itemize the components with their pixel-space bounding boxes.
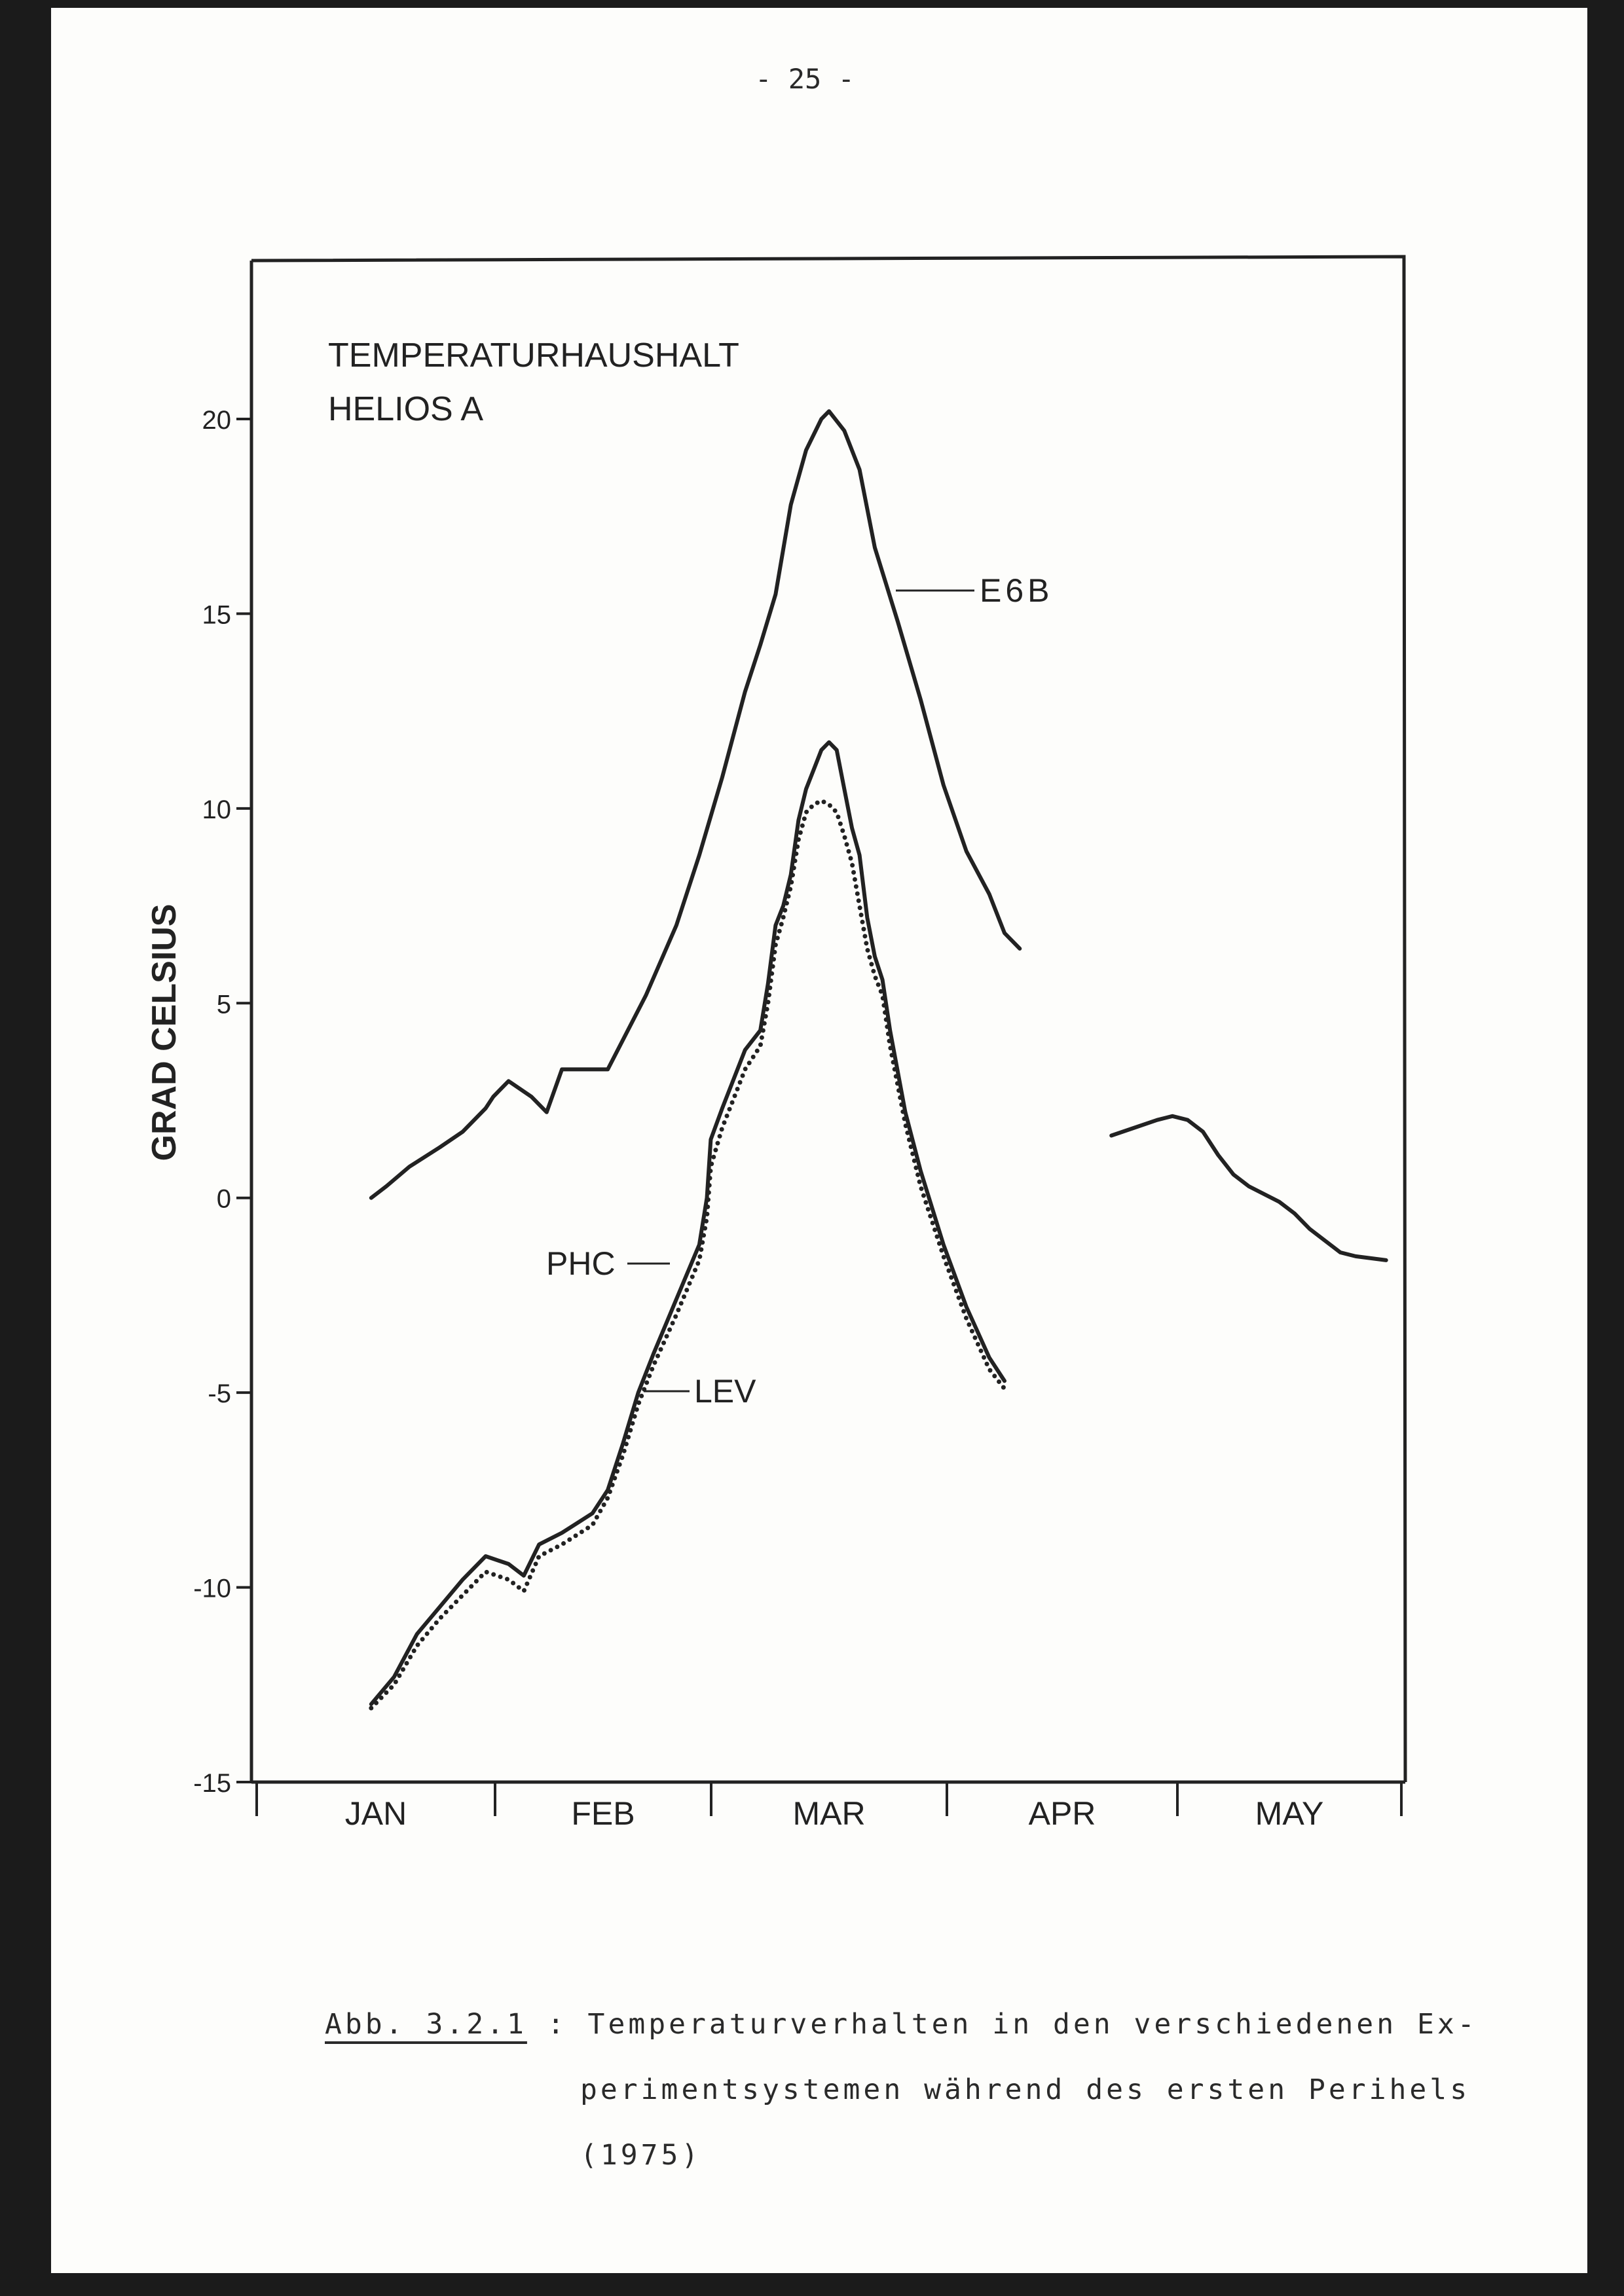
y-tick-label: 10 [202, 795, 231, 824]
page-number: - 25 - [755, 63, 855, 95]
x-tick-label-feb: FEB [571, 1795, 635, 1832]
e6b-series-label: E6B [980, 572, 1054, 609]
chart-subtitle: HELIOS A [328, 390, 483, 428]
caption-line-1 [325, 1992, 1504, 2057]
caption-label: Abb. 3.2.1 [325, 2008, 527, 2041]
y-tick-label: -15 [193, 1769, 231, 1798]
series-line-e6b-2 [1111, 1116, 1386, 1260]
series-line-e6b-1 [371, 411, 1020, 1198]
x-tick-label-may: MAY [1255, 1795, 1324, 1832]
caption-text-1: : Temperaturverhalten in den verschiedenen Ex- [526, 2008, 1478, 2041]
lev-series-label: LEV [694, 1373, 756, 1410]
x-tick-label-jan: JAN [344, 1795, 407, 1832]
y-tick-label: 20 [202, 406, 231, 435]
y-tick-label: -5 [208, 1379, 231, 1409]
plot-frame [251, 257, 1405, 1782]
x-tick-label-apr: APR [1028, 1795, 1096, 1832]
series-line-lev-1 [371, 801, 1005, 1708]
figure-caption [325, 1992, 1504, 2188]
y-tick-label: 15 [202, 600, 231, 630]
chart-title: TEMPERATURHAUSHALT [328, 337, 739, 374]
x-tick-label-mar: MAR [792, 1795, 866, 1832]
series-layer [371, 411, 1386, 1708]
y-tick-label: 0 [216, 1184, 231, 1214]
phc-series-label: PHC [546, 1245, 616, 1282]
document-page [51, 8, 1587, 2273]
caption-line-2: perimentsystemen während des ersten Perihels [580, 2073, 1471, 2106]
caption-line-3: (1975) [580, 2139, 702, 2172]
x-ticks [257, 1782, 1401, 1832]
y-axis-label: GRAD CELSIUS [145, 903, 183, 1161]
temperature-chart [51, 8, 1587, 2273]
y-tick-label: -10 [193, 1574, 231, 1603]
y-tick-label: 5 [216, 990, 231, 1019]
y-ticks [193, 406, 251, 1798]
